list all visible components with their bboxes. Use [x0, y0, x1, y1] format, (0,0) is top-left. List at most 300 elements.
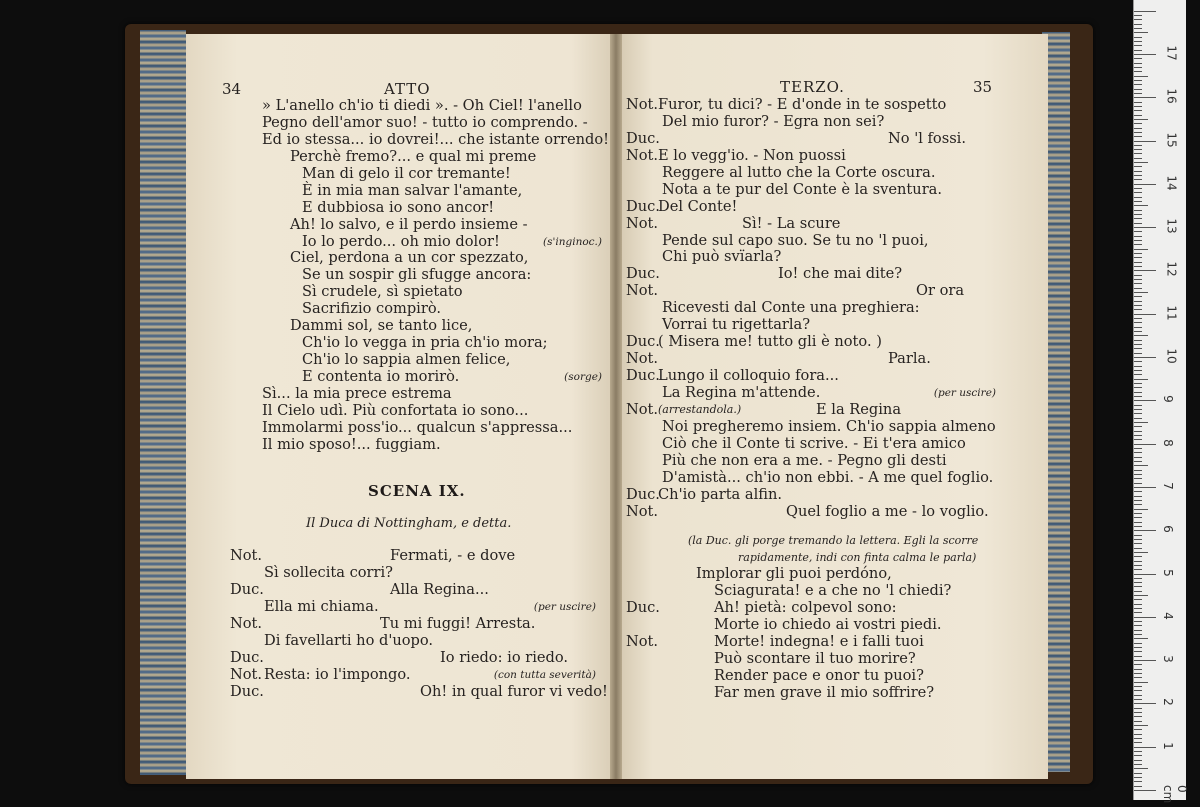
ruler-tick: [1134, 283, 1142, 284]
text-line: [262, 250, 602, 267]
ruler-tick: [1134, 322, 1142, 323]
ruler-tick: [1134, 452, 1142, 453]
line-text: Ah! lo salvo, e il perdo insieme -: [290, 215, 528, 233]
ruler-tick: [1134, 353, 1142, 354]
line-text: Implorar gli puoi perdóno,: [696, 565, 892, 582]
right-page-number: 35: [973, 78, 993, 96]
left-dialogue-block: [230, 548, 610, 700]
line-text: Vorrai tu rigettarla?: [662, 316, 811, 334]
line-text: Immolarmi poss'io... qualcun s'appressa...: [262, 418, 573, 436]
ruler-tick: [1134, 89, 1142, 90]
line-text: (arrestandola.): [658, 402, 742, 416]
text-line: [626, 351, 996, 368]
speaker-label: Duc.: [230, 648, 264, 666]
speaker-label: Not.: [230, 614, 263, 632]
line-text: Quel foglio a me - lo voglio.: [786, 502, 989, 520]
ruler-tick: [1134, 777, 1142, 778]
ruler-number: 9: [1160, 395, 1175, 404]
text-line: [626, 583, 996, 600]
ruler-tick: [1134, 548, 1142, 549]
line-text: Il Cielo udì. Più confortata io sono...: [262, 401, 529, 419]
ruler-tick: [1134, 141, 1156, 142]
stage-direction-1: (la Duc. gli porge tremando la lettera. Egli la scorre: [688, 534, 979, 547]
stage-note: (per uscire): [933, 386, 996, 399]
ruler-tick: [1134, 457, 1142, 458]
text-line: [262, 98, 602, 115]
text-line: [262, 149, 602, 166]
ruler-tick: [1134, 344, 1142, 345]
stage-direction-2: rapidamente, indi con finta calma le parla): [738, 551, 977, 564]
ruler-tick: [1134, 11, 1156, 12]
ruler-tick: [1134, 747, 1156, 748]
ruler-tick: [1134, 136, 1142, 137]
speaker-label: Not.: [230, 665, 263, 683]
ruler-tick: [1134, 599, 1142, 600]
text-line: [626, 334, 996, 351]
ruler-tick: [1134, 651, 1142, 652]
ruler-number: 16: [1164, 88, 1179, 104]
line-text: La Regina m'attende.: [662, 383, 821, 401]
ruler-tick: [1134, 574, 1156, 575]
ruler-tick: [1134, 132, 1142, 133]
ruler-tick: [1134, 764, 1142, 765]
ruler-tick: [1134, 552, 1148, 553]
ruler-tick: [1134, 266, 1142, 267]
text-line: [626, 199, 996, 216]
text-line: [262, 234, 602, 251]
text-line: [230, 684, 610, 701]
ruler-tick: [1134, 45, 1142, 46]
text-line: [262, 166, 602, 183]
text-line: [262, 420, 602, 437]
ruler-tick: [1134, 370, 1142, 371]
ruler-tick: [1134, 175, 1142, 176]
text-line: [626, 216, 996, 233]
ruler-tick: [1134, 582, 1142, 583]
ruler-tick: [1134, 218, 1142, 219]
ruler-tick: [1134, 535, 1142, 536]
ruler-tick: [1134, 647, 1142, 648]
ruler-tick: [1134, 478, 1142, 479]
text-line: [230, 582, 610, 599]
ruler-tick: [1134, 366, 1142, 367]
text-line: [626, 685, 996, 702]
ruler-tick: [1134, 439, 1142, 440]
stage-note: (per uscire): [533, 600, 596, 613]
text-line: [626, 233, 996, 250]
ruler-tick: [1134, 379, 1148, 380]
ruler-tick: [1134, 110, 1142, 111]
text-line: [262, 318, 602, 335]
ruler-tick: [1134, 309, 1142, 310]
line-text: Tu mi fuggi! Arresta.: [380, 614, 536, 632]
line-text: Sì! - La scure: [742, 214, 841, 232]
ruler-tick: [1134, 760, 1142, 761]
ruler-tick: [1134, 448, 1142, 449]
text-line: [626, 97, 996, 114]
line-text: No 'l fossi.: [888, 129, 966, 147]
line-text: Di favellarti ho d'uopo.: [264, 631, 434, 649]
speaker-label: Not.: [626, 146, 659, 164]
text-line: [230, 633, 610, 650]
ruler-tick: [1134, 612, 1142, 613]
ruler-tick: [1134, 470, 1142, 471]
ruler-tick: [1134, 227, 1156, 228]
line-text: Sì sollecita corri?: [264, 563, 393, 581]
ruler-tick: [1134, 530, 1156, 531]
line-text: ( Misera me! tutto gli è noto. ): [658, 333, 882, 351]
line-text: Del mio furor? - Egra non sei?: [662, 112, 885, 130]
ruler-number: 5: [1160, 568, 1175, 577]
line-text: Ch'io lo sappia almen felice,: [302, 351, 511, 369]
left-verse-block: [262, 97, 609, 454]
text-line: [230, 599, 610, 616]
line-text-continued: E la Regina: [816, 400, 902, 418]
line-text: Render pace e onor tu puoi?: [714, 666, 924, 684]
ruler-tick: [1134, 621, 1142, 622]
ruler-tick: [1134, 171, 1142, 172]
line-text: Sciagurata! e a che no 'l chiedi?: [714, 581, 952, 599]
ruler-tick: [1134, 240, 1142, 241]
ruler-tick: [1134, 483, 1142, 484]
ruler-tick: [1134, 669, 1142, 670]
line-text: Il mio sposo!... fuggiam.: [262, 435, 441, 453]
text-line: [626, 300, 996, 317]
text-line: [626, 165, 996, 182]
line-text: Lungo il colloquio fora...: [658, 367, 839, 384]
measurement-ruler: [1133, 0, 1189, 804]
ruler-tick: [1134, 721, 1142, 722]
speaker-label: Not.: [626, 350, 659, 368]
ruler-number: 15: [1164, 131, 1179, 148]
ruler-tick: [1134, 318, 1142, 319]
text-line: [230, 667, 610, 684]
ruler-tick: [1134, 24, 1142, 25]
ruler-tick: [1134, 773, 1142, 774]
line-text: E lo vegg'io. - Non puossi: [658, 146, 846, 164]
text-line: [626, 368, 996, 385]
line-text: Man di gelo il cor tremante!: [302, 164, 511, 182]
line-text: Chi può svïarla?: [662, 248, 782, 266]
ruler-tick: [1134, 93, 1142, 94]
ruler-tick: [1134, 677, 1142, 678]
ruler-tick: [1134, 716, 1142, 717]
line-text: Sì crudele, sì spietato: [302, 283, 463, 301]
line-text: Ciel, perdona a un cor spezzato,: [290, 249, 529, 267]
ruler-tick: [1134, 37, 1142, 38]
ruler-tick: [1134, 387, 1142, 388]
ruler-tick: [1134, 292, 1148, 293]
ruler-number: 17: [1164, 45, 1179, 61]
text-line: [262, 386, 602, 403]
ruler-tick: [1134, 543, 1142, 544]
ruler-tick: [1134, 634, 1142, 635]
speaker-label: Duc.: [626, 197, 660, 215]
line-text: D'amistà... ch'io non ebbi. - A me quel foglio.: [662, 468, 994, 486]
ruler-tick: [1134, 630, 1142, 631]
ruler-tick: [1134, 50, 1142, 51]
ruler-tick: [1134, 413, 1142, 414]
ruler-tick: [1134, 102, 1142, 103]
ruler-tick: [1134, 660, 1156, 661]
ruler-tick: [1134, 734, 1142, 735]
speaker-label: Duc.: [626, 129, 660, 147]
ruler-number: 0 cm: [1161, 785, 1189, 804]
speaker-label: Duc.: [626, 333, 660, 351]
speaker-label: Duc.: [626, 485, 660, 503]
ruler-tick: [1134, 197, 1142, 198]
ruler-tick: [1134, 513, 1142, 514]
text-line: [230, 616, 610, 633]
ruler-tick: [1134, 214, 1142, 215]
ruler-tick: [1134, 331, 1142, 332]
ruler-tick: [1134, 591, 1142, 592]
line-text: Ciò che il Conte ti scrive. - Ei t'era amico: [662, 434, 966, 452]
line-text: Ch'io lo vegga in pria ch'io mora;: [302, 334, 548, 352]
ruler-tick: [1134, 348, 1142, 349]
line-text: Io! che mai dite?: [778, 265, 903, 283]
ruler-tick: [1134, 586, 1142, 587]
ruler-tick: [1134, 223, 1142, 224]
ruler-tick: [1134, 595, 1148, 596]
line-text: Ricevesti dal Conte una preghiera:: [662, 299, 920, 317]
ruler-tick: [1134, 192, 1142, 193]
ruler-tick: [1134, 405, 1142, 406]
line-text: Sì... la mia prece estrema: [262, 384, 452, 402]
ruler-tick: [1134, 699, 1142, 700]
line-text: E dubbiosa io sono ancor!: [302, 198, 495, 216]
ruler-tick: [1134, 561, 1142, 562]
ruler-tick: [1134, 115, 1142, 116]
text-line: [626, 131, 996, 148]
speaker-label: Duc.: [230, 682, 264, 700]
ruler-tick: [1134, 608, 1142, 609]
line-text: Fermati, - e dove: [390, 547, 516, 564]
speaker-label: Not.: [626, 400, 659, 418]
text-line: [262, 301, 602, 318]
ruler-tick: [1134, 556, 1142, 557]
speaker-label: Not.: [626, 502, 659, 520]
ruler-tick: [1134, 80, 1142, 81]
text-line: [626, 385, 996, 402]
text-line: [262, 369, 602, 386]
line-text: Noi pregheremo insiem. Ch'io sappia almeno: [662, 417, 996, 435]
ruler-number: 14: [1164, 175, 1179, 191]
ruler-tick: [1134, 54, 1156, 55]
ruler-tick: [1134, 474, 1142, 475]
line-text: Dammi sol, se tanto lice,: [290, 317, 473, 335]
line-text: Io lo perdo... oh mio dolor!: [302, 232, 500, 250]
ruler-tick: [1134, 578, 1142, 579]
text-line: [262, 335, 602, 352]
line-text: Resta: io l'impongo.: [264, 665, 411, 683]
ruler-tick: [1134, 383, 1142, 384]
line-text: Più che non era a me. - Pegno gli desti: [662, 451, 947, 469]
line-text: Oh! in qual furor vi vedo!: [420, 682, 608, 700]
text-line: [262, 284, 602, 301]
ruler-tick: [1134, 522, 1142, 523]
line-text: Ed io stessa... io dovrei!... che istante orrendo!: [262, 130, 609, 148]
ruler-tick: [1134, 145, 1142, 146]
scene-title: SCENA IX.: [368, 482, 466, 500]
ruler-tick: [1134, 738, 1142, 739]
text-line: [262, 352, 602, 369]
text-line: [626, 148, 996, 165]
ruler-tick: [1134, 500, 1142, 501]
text-line: [626, 504, 996, 521]
ruler-number: 6: [1160, 525, 1175, 534]
ruler-number: 4: [1160, 611, 1175, 620]
ruler-tick: [1134, 270, 1156, 271]
ruler-tick: [1134, 617, 1156, 618]
ruler-tick: [1134, 41, 1142, 42]
line-text: Ah! pietà: colpevol sono:: [714, 598, 897, 616]
line-text: Alla Regina...: [390, 580, 489, 598]
ruler-tick: [1134, 786, 1142, 787]
ruler-tick: [1134, 539, 1142, 540]
ruler-number: 1: [1160, 741, 1175, 750]
speaker-label: Duc.: [626, 367, 660, 384]
ruler-tick: [1134, 690, 1142, 691]
ruler-tick: [1134, 357, 1156, 358]
ruler-tick: [1134, 327, 1142, 328]
left-page-number: 34: [222, 80, 242, 98]
text-line: [626, 182, 996, 199]
line-text: Reggere al lutto che la Corte oscura.: [662, 163, 936, 181]
text-line: [262, 267, 602, 284]
text-line: [626, 402, 996, 419]
text-line: [262, 217, 602, 234]
ruler-tick: [1134, 128, 1142, 129]
line-text: Ch'io parta alfin.: [658, 485, 783, 503]
ruler-tick: [1134, 418, 1142, 419]
text-line: [626, 114, 996, 131]
ruler-tick: [1134, 695, 1142, 696]
stage-note: (s'inginoc.): [543, 235, 602, 248]
text-line: [626, 419, 996, 436]
text-line: [626, 600, 996, 617]
text-line: [626, 617, 996, 634]
ruler-tick: [1134, 32, 1148, 33]
ruler-tick: [1134, 703, 1156, 704]
ruler-tick: [1134, 526, 1142, 527]
line-text: » L'anello ch'io ti diedi ». - Oh Ciel! l'anello: [262, 97, 582, 114]
ruler-tick: [1134, 188, 1142, 189]
ruler-tick: [1134, 76, 1148, 77]
text-line: [262, 183, 602, 200]
ruler-tick: [1134, 84, 1142, 85]
ruler-tick: [1134, 249, 1148, 250]
ruler-tick: [1134, 686, 1142, 687]
right-dialogue-block: [626, 97, 996, 520]
ruler-tick: [1134, 15, 1142, 16]
speaker-label: Duc.: [626, 598, 660, 616]
ruler-tick: [1134, 755, 1142, 756]
ruler-tick: [1134, 123, 1142, 124]
ruler-tick: [1134, 444, 1156, 445]
speaker-label: Not.: [230, 547, 263, 564]
ruler-tick: [1134, 184, 1156, 185]
ruler-tick: [1134, 67, 1142, 68]
ruler-tick: [1134, 569, 1142, 570]
speaker-label: Not.: [626, 214, 659, 232]
ruler-tick: [1134, 396, 1142, 397]
ruler-tick: [1134, 275, 1142, 276]
line-text: Perchè fremo?... e qual mi preme: [290, 147, 537, 165]
ruler-tick: [1134, 231, 1142, 232]
text-line: [262, 115, 602, 132]
ruler-tick: [1134, 119, 1148, 120]
ruler-tick: [1134, 504, 1142, 505]
text-line: [262, 403, 602, 420]
ruler-number: 2: [1160, 698, 1175, 707]
line-text: Pegno dell'amor suo! - tutto io comprendo. -: [262, 113, 588, 131]
ruler-tick: [1134, 465, 1148, 466]
text-line: [230, 565, 610, 582]
text-line: [626, 266, 996, 283]
ruler-tick: [1134, 426, 1142, 427]
line-text: Furor, tu dici? - E d'onde in te sospetto: [658, 96, 947, 113]
ruler-tick: [1134, 166, 1142, 167]
ruler-tick: [1134, 638, 1148, 639]
ruler-tick: [1134, 409, 1142, 410]
text-line: [626, 436, 996, 453]
ruler-tick: [1134, 431, 1142, 432]
ruler-tick: [1134, 604, 1142, 605]
ruler-tick: [1134, 257, 1142, 258]
ruler-tick: [1134, 422, 1148, 423]
ruler-tick: [1134, 71, 1142, 72]
ruler-tick: [1134, 162, 1148, 163]
ruler-tick: [1134, 301, 1142, 302]
ruler-tick: [1134, 682, 1148, 683]
line-text: Morte! indegna! e i falli tuoi: [714, 632, 924, 650]
stage-note: (con tutta severità): [493, 668, 596, 681]
ruler-tick: [1134, 625, 1142, 626]
line-text: Nota a te pur del Conte è la sventura.: [662, 180, 943, 198]
ruler-tick: [1134, 491, 1142, 492]
text-line: [262, 130, 609, 149]
ruler-tick: [1134, 288, 1142, 289]
ruler-tick: [1134, 158, 1142, 159]
ruler-tick: [1134, 664, 1142, 665]
text-line: [626, 470, 996, 487]
ruler-tick: [1134, 673, 1142, 674]
text-line: [262, 437, 602, 454]
ruler-number: 13: [1164, 218, 1179, 234]
right-dialogue-block-2: [626, 566, 996, 702]
text-line: [626, 453, 996, 470]
ruler-tick: [1134, 340, 1142, 341]
ruler-tick: [1134, 643, 1142, 644]
text-line: [626, 566, 996, 583]
ruler-tick: [1134, 58, 1142, 59]
ruler-tick: [1134, 296, 1142, 297]
ruler-number: 8: [1160, 438, 1175, 447]
ruler-tick: [1134, 149, 1142, 150]
ruler-tick: [1134, 496, 1142, 497]
right-running-head: TERZO.: [780, 78, 845, 96]
line-text: Io riedo: io riedo.: [440, 648, 569, 666]
left-page-edge: [140, 30, 186, 775]
scene-persons: Il Duca di Nottingham, e detta.: [306, 516, 512, 531]
ruler-tick: [1134, 517, 1142, 518]
ruler-tick: [1134, 435, 1142, 436]
ruler-tick: [1134, 781, 1142, 782]
speaker-label: Duc.: [230, 580, 264, 598]
ruler-tick: [1134, 335, 1148, 336]
ruler-tick: [1134, 487, 1156, 488]
